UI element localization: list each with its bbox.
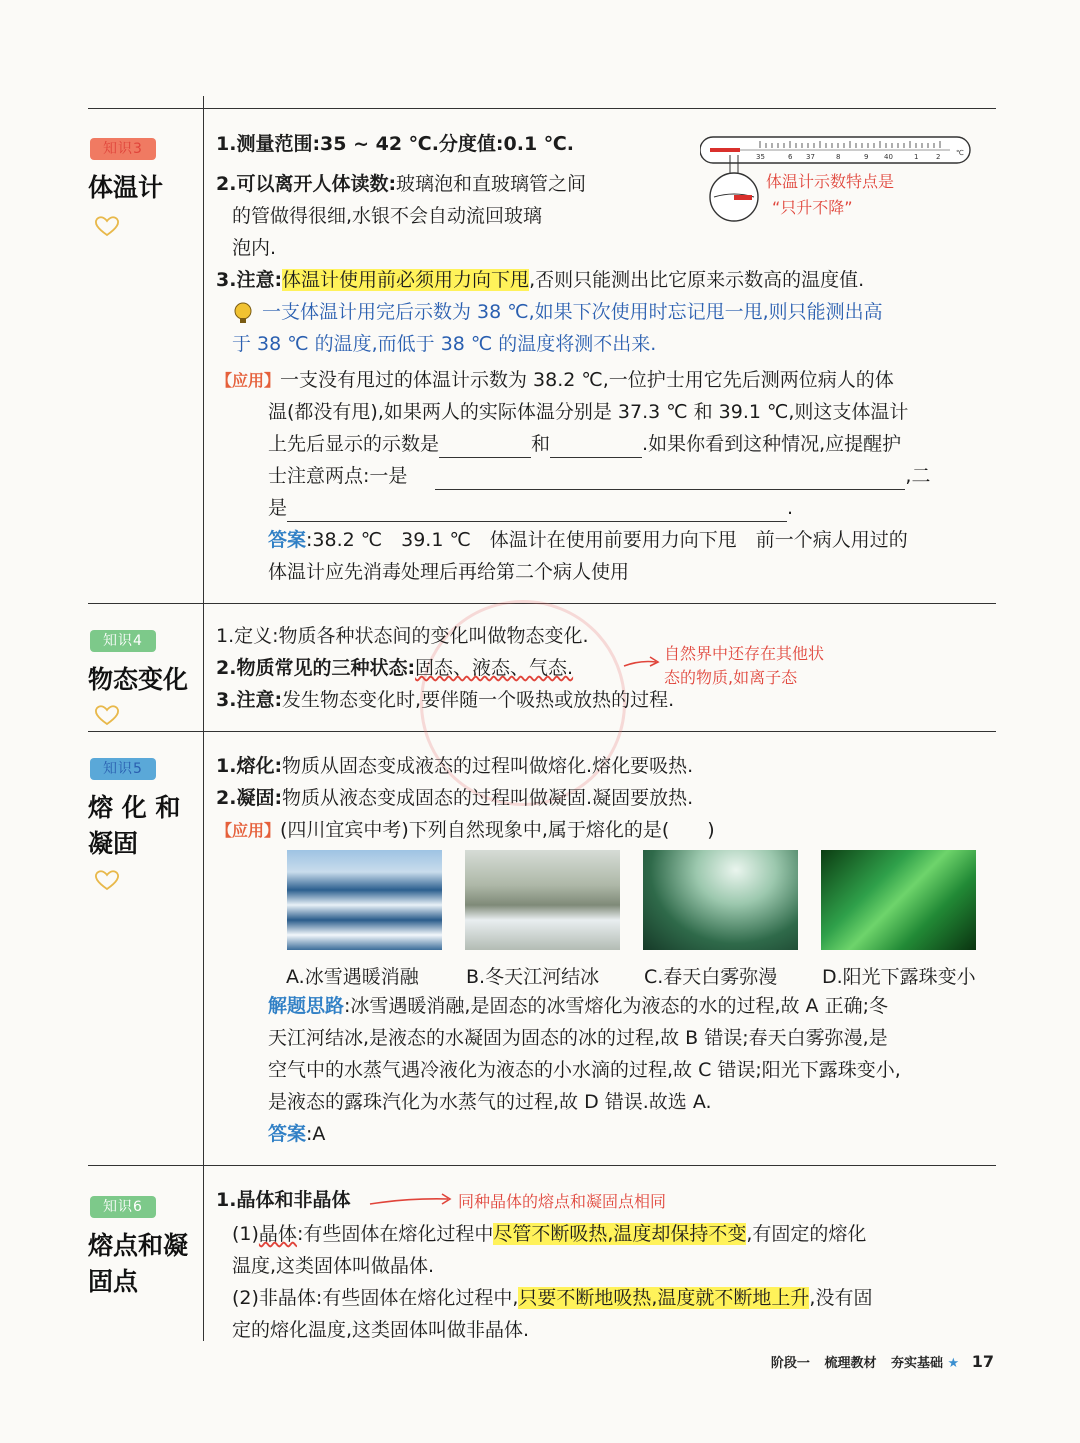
k5-solution-1: :冰雪遇暖消融,是固态的冰雪熔化为液态的水的过程,故 A 正确;冬 [344,995,888,1017]
thermo-tick-42: 2 [936,153,941,161]
thermo-unit: ℃ [956,149,964,157]
k3-question-1: 一支没有甩过的体温计示数为 38.2 ℃,一位护士用它先后测两位病人的体 [280,369,894,391]
k3-tip-line-2: 于 38 ℃ 的温度,而低于 38 ℃ 的温度将测不出来. [232,333,657,355]
thermo-tick-41: 1 [914,153,919,161]
k3-q3-part-c: .如果你看到这种情况,应提醒护 [642,433,902,455]
rule-k6 [88,1165,996,1166]
k6-line-4-highlight: 只要不断地吸热,温度就不断地上升 [518,1287,810,1309]
thermo-tick-39: 9 [864,153,869,161]
k3-line-5-highlight: 体温计使用前必须用力向下甩 [282,269,530,291]
k3-line-5 [216,266,1000,294]
heart-doodle-icon [92,703,122,727]
topic-title-melting-2: 凝固 [88,829,139,858]
arrow-right-icon [368,1190,454,1210]
thermo-tick-40: 40 [884,153,893,161]
k6-line-2-end: ,有固定的熔化 [746,1223,867,1245]
knowledge-tag-3: 知识3 [90,138,156,160]
arrow-right-icon [622,652,662,672]
k3-q4-part-b: ,二 [905,465,931,487]
k3-line-3: 的管做得很细,水银不会自动流回玻璃 [232,205,543,227]
thermo-note-line-2: “只升不降” [772,198,853,217]
k5-solution-line-3: 空气中的水蒸气遇冷液化为液态的小水滴的过程,故 C 错误;阳光下露珠变小, [268,1059,901,1081]
footer-stage: 阶段一 [770,1356,810,1371]
k6-line-2-highlight: 尽管不断吸热,温度却保持不变 [493,1223,747,1245]
k4-note-line-2: 态的物质,如离子态 [664,668,798,687]
thermo-tick-36: 6 [788,153,793,161]
photo-frozen-river [465,850,620,950]
k5-answer-line [268,1120,1000,1148]
heart-doodle-icon [92,214,122,238]
k6-line-4 [232,1284,1000,1312]
k3-line-5-lead: 3.注意: [216,269,283,291]
option-c-caption: C.春天白雾弥漫 [644,966,778,988]
answer-blank-4[interactable] [287,501,787,522]
star-icon: ★ [947,1356,960,1371]
k5-solution-line-2: 天江河结冰,是液态的水凝固为固态的冰的过程,故 B 错误;春天白雾弥漫,是 [268,1027,888,1049]
page-footer [771,1352,994,1371]
k3-application-line-1 [216,366,1000,395]
k5-line-2-rest: 物质从液态变成固态的过程叫做凝固.凝固要放热. [282,787,694,809]
topic-title-melting-point-2: 固点 [88,1267,139,1296]
k3-q5-end: . [787,497,794,519]
solution-label: 解题思路 [268,995,345,1017]
k6-line-4-end: ,没有固 [809,1287,873,1309]
photo-melting-ice [287,850,442,950]
k3-question-4 [268,462,1000,490]
k5-line-1 [216,752,1000,780]
thermo-tick-38: 8 [836,153,841,161]
k5-application [216,816,1000,845]
k5-line-2-lead: 2.凝固: [216,787,283,809]
k6-line-2-mid: :有些固体在熔化过程中 [296,1223,494,1245]
k5-answer-value: :A [306,1123,326,1145]
photo-dew-drops [821,850,976,950]
k3-answer-text-1: :38.2 ℃ 39.1 ℃ 体温计在使用前要用力向下甩 前一个病人用过的 [306,529,908,551]
k4-note-line-1: 自然界中还存在其他状 [664,644,825,663]
k3-q4-part-a: 士注意两点:一是 [268,465,408,487]
topic-title-state-change: 物态变化 [88,665,189,694]
k3-tip-line-1: 一支体温计用完后示数为 38 ℃,如果下次使用时忘记甩一甩,则只能测出高 [262,301,883,323]
k5-solution-line-4: 是液态的露珠汽化为水蒸气的过程,故 D 错误.故选 A. [268,1091,712,1113]
k5-line-2 [216,784,1000,812]
lightbulb-tip-icon [230,300,256,326]
thermo-tick-35: 35 [756,153,765,161]
k3-q5-part: 是 [268,497,288,519]
k3-line-2-rest: 玻璃泡和直玻璃管之间 [396,173,587,195]
column-divider [203,96,204,1341]
heart-doodle-icon [92,868,122,892]
rule-k4 [88,603,996,604]
k6-line-2-num: (1) [232,1223,259,1245]
answer-blank-1[interactable] [439,437,531,458]
k5-question: (四川宜宾中考)下列自然现象中,属于熔化的是( ) [280,819,715,841]
knowledge-tag-6: 知识6 [90,1196,156,1218]
answer-blank-3[interactable] [435,469,905,490]
k5-solution-line-1 [268,992,1000,1020]
footer-section-2: 夯实基础 [891,1356,944,1371]
k4-line-3-lead: 3.注意: [216,689,283,711]
k6-line-2-term: 晶体 [258,1223,297,1245]
knowledge-tag-4: 知识4 [90,630,156,652]
rule-k5 [88,731,996,732]
page-number: 17 [971,1352,994,1371]
footer-section-1: 梳理教材 [824,1356,877,1371]
k4-line-1: 1.定义:物质各种状态间的变化叫做物态变化. [216,625,589,647]
k4-line-3-rest: 发生物态变化时,要伴随一个吸热或放热的过程. [282,689,675,711]
k3-line-1: 1.测量范围:35 ~ 42 ℃.分度值:0.1 ℃. [216,133,575,155]
k6-note: 同种晶体的熔点和凝固点相同 [458,1192,667,1211]
k3-answer-label: 答案 [268,529,307,551]
knowledge-tag-5: 知识5 [90,758,156,780]
k5-line-1-lead: 1.熔化: [216,755,283,777]
k3-question-3 [268,430,1000,458]
k3-q3-part-b: 和 [531,433,551,455]
k3-question-2: 温(都没有甩),如果两人的实际体温分别是 37.3 ℃ 和 39.1 ℃,则这支体温计 [268,401,909,423]
option-a-caption: A.冰雪遇暖消融 [286,966,419,988]
photo-spring-fog [643,850,798,950]
rule-top [88,108,996,109]
k3-answer-line-1 [268,526,1000,554]
k6-line-2 [232,1220,1000,1248]
k4-line-2 [216,654,1000,682]
option-d-caption: D.阳光下露珠变小 [822,966,976,988]
k3-line-4: 泡内. [232,237,277,259]
k6-line-1: 1.晶体和非晶体 [216,1189,351,1211]
k6-line-5: 定的熔化温度,这类固体叫做非晶体. [232,1319,530,1341]
k3-line-2-lead: 2.可以离开人体读数: [216,173,397,195]
k4-line-3 [216,686,1000,714]
k4-line-2-states: 固态、液态、气态. [415,657,574,679]
k5-line-1-rest: 物质从固态变成液态的过程叫做熔化.熔化要吸热. [282,755,694,777]
k6-line-4-lead: (2)非晶体:有些固体在熔化过程中, [232,1287,519,1309]
k5-answer-label: 答案 [268,1123,307,1145]
topic-title-melting-point-1: 熔点和凝 [88,1231,189,1260]
answer-blank-2[interactable] [550,437,642,458]
k3-question-5 [268,494,1000,522]
k3-line-5-rest: ,否则只能测出比它原来示数高的温度值. [529,269,865,291]
application-tag: 【应用】 [216,371,281,390]
k6-line-3: 温度,这类固体叫做晶体. [232,1255,435,1277]
application-tag: 【应用】 [216,821,281,840]
option-b-caption: B.冬天江河结冰 [466,966,600,988]
k4-line-2-lead: 2.物质常见的三种状态: [216,657,416,679]
topic-title-thermometer: 体温计 [88,173,164,202]
thermo-note-line-1: 体温计示数特点是 [766,172,895,191]
k3-answer-line-2: 体温计应先消毒处理后再给第二个病人使用 [268,561,630,583]
topic-title-melting-1: 熔 化 和 [88,793,181,822]
k3-q3-part-a: 上先后显示的示数是 [268,433,440,455]
thermo-tick-37: 37 [806,153,815,161]
